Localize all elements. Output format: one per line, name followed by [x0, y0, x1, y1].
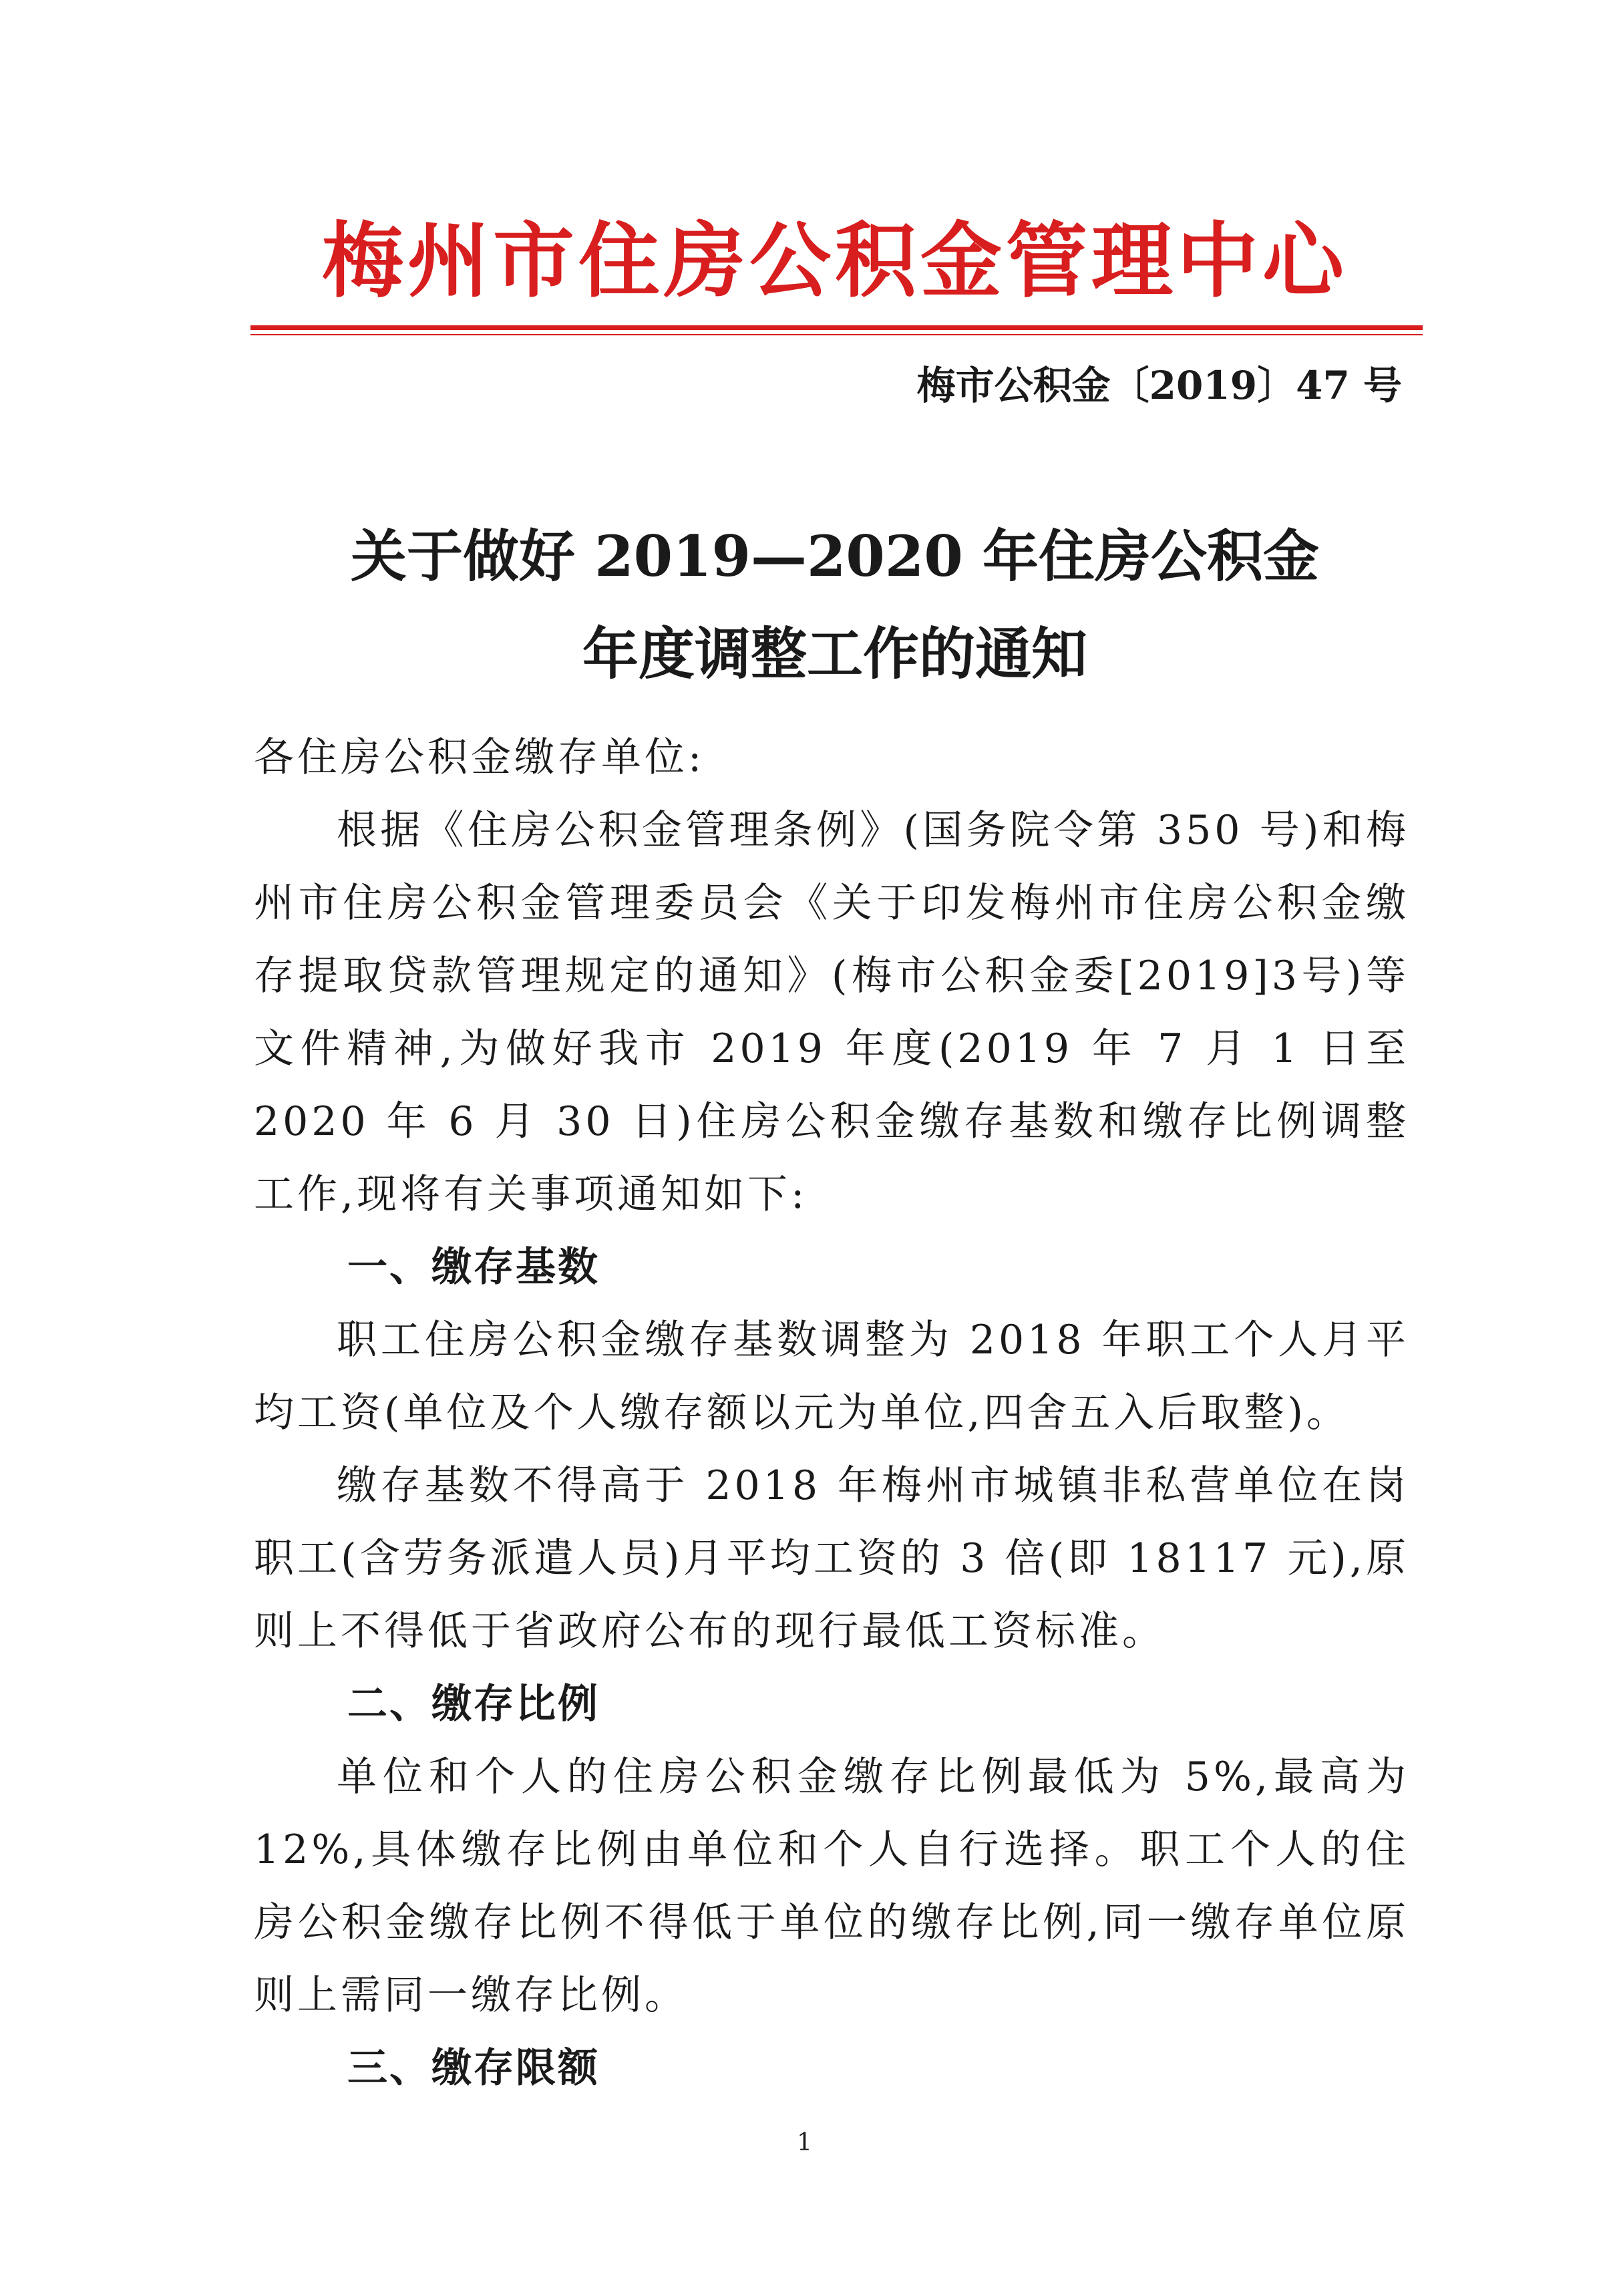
page-number: 1 — [797, 2129, 812, 2156]
red-divider-line-thin — [250, 334, 1423, 335]
section-heading-3: 三、缴存限额 — [347, 2045, 600, 2092]
issuer-masthead: 梅州市住房公积金管理中心 — [322, 214, 1348, 309]
document-number: 梅市公积金〔2019〕47 号 — [916, 363, 1402, 408]
section2-paragraph-1: 单位和个人的住房公积金缴存比例最低为 5%,最高为 12%,具体缴存比例由单位和个人自行选择。职工个人的住房公积金缴存比例不得低于单位的缴存比例,同一缴存单位原则上需同一缴存比例。 — [254, 1754, 1409, 2019]
document-body — [254, 721, 1409, 2105]
salutation: 各住房公积金缴存单位: — [254, 734, 705, 781]
document-title — [200, 508, 1469, 703]
red-divider-line — [250, 325, 1423, 330]
intro-paragraph: 根据《住房公积金管理条例》(国务院令第 350 号)和梅州市住房公积金管理委员会《关于印发梅州市住房公积金缴存提取贷款管理规定的通知》(梅市公积金委[2019]3号)等文件精神,为做好我市 2019 年度(2019 年 7 月 1 日至 2020 年 6 月 30 日)住房公积金缴存基数和缴存比例调整工作,现将有关事项通知如下: — [254, 807, 1409, 1218]
title-line-2: 年度调整工作的通知 — [582, 621, 1087, 687]
title-line-1: 关于做好 2019—2020 年住房公积金 — [350, 523, 1320, 589]
section1-paragraph-1: 职工住房公积金缴存基数调整为 2018 年职工个人月平均工资(单位及个人缴存额以元为单位,四舍五入后取整)。 — [254, 1317, 1409, 1436]
section-heading-1: 一、缴存基数 — [347, 1244, 600, 1291]
section1-paragraph-2: 缴存基数不得高于 2018 年梅州市城镇非私营单位在岗职工(含劳务派遣人员)月平均工资的 3 倍(即 18117 元),原则上不得低于省政府公布的现行最低工资标准。 — [254, 1462, 1409, 1655]
section-heading-2: 二、缴存比例 — [347, 1681, 600, 1728]
